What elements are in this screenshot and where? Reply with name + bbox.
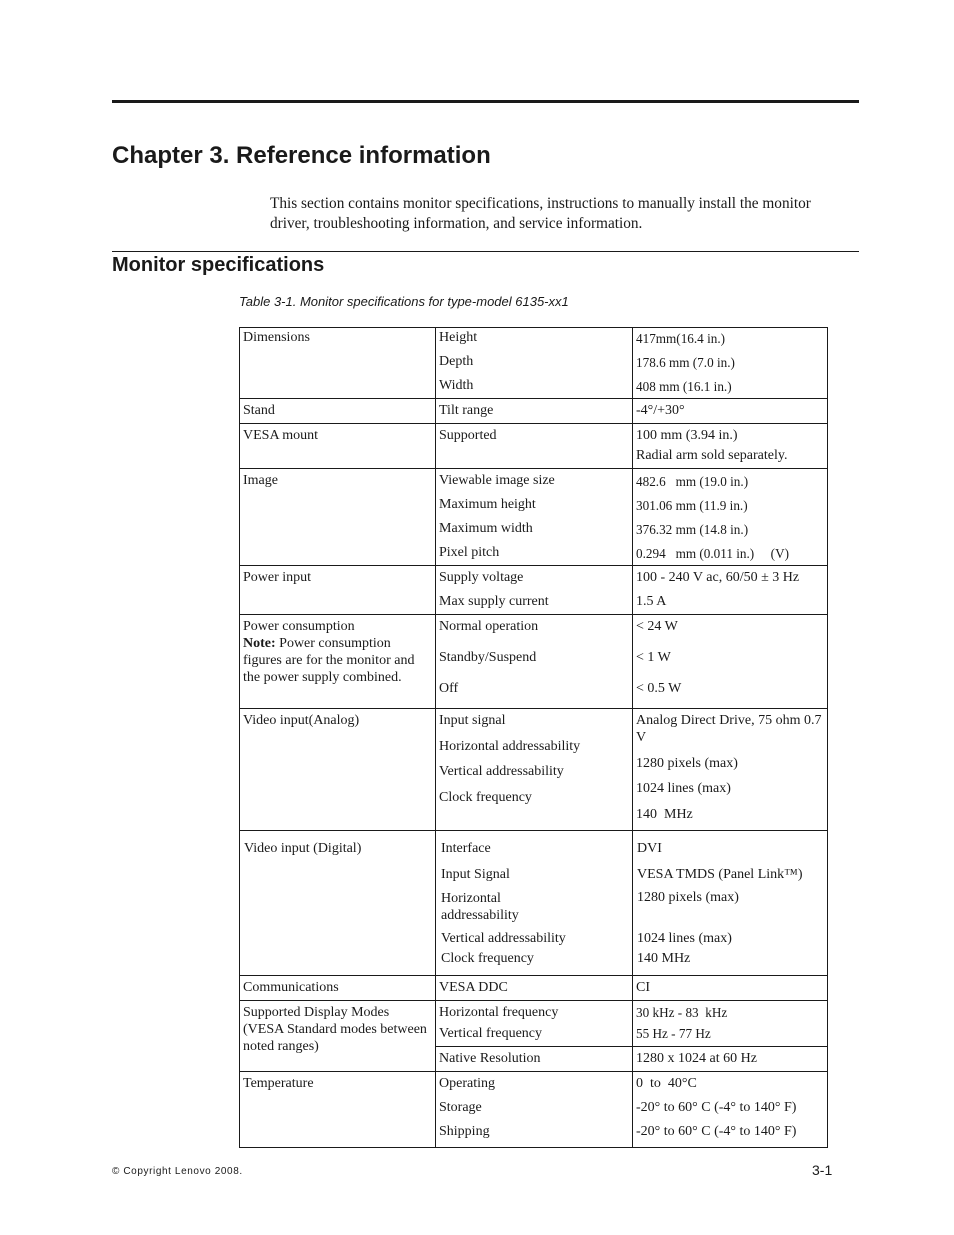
- spec-value: 482.6 mm (19.0 in.): [636, 474, 749, 489]
- spec-value: 0.294 mm (0.011 in.) (V): [636, 546, 789, 561]
- spec-value: 0 to 40°C: [636, 1076, 697, 1091]
- spec-value: 408 mm (16.1 in.): [636, 379, 732, 394]
- spec-value: 1024 lines (max): [637, 931, 732, 946]
- spec-item: Horizontal frequency: [439, 1005, 559, 1020]
- spec-table: [239, 327, 828, 1148]
- section-title: Monitor specifications: [112, 254, 325, 276]
- spec-item: Input signal: [439, 713, 506, 728]
- spec-item: Interface: [441, 841, 491, 856]
- row-label: Stand: [243, 403, 275, 418]
- spec-item: Maximum width: [439, 521, 533, 536]
- spec-value: VESA TMDS (Panel Link™): [637, 867, 803, 882]
- spec-item: Max supply current: [439, 594, 549, 609]
- spec-value: 417mm(16.4 in.): [636, 331, 726, 346]
- row-label: Dimensions: [243, 330, 310, 345]
- spec-item: Off: [439, 681, 459, 696]
- table-row: [240, 831, 828, 976]
- spec-item: Width: [439, 378, 474, 393]
- table-row: [240, 615, 828, 709]
- spec-item: Height: [439, 330, 478, 345]
- intro-paragraph: This section contains monitor specifications, instructions to manually install the monitor driver, troubleshooting information, and service information.: [270, 195, 811, 232]
- spec-value: 140 MHz: [636, 807, 693, 822]
- table-row: [240, 1072, 828, 1148]
- spec-value: < 1 W: [636, 650, 671, 665]
- spec-item: Supply voltage: [439, 570, 524, 585]
- spec-item: Standby/Suspend: [439, 650, 537, 665]
- spec-item: Viewable image size: [439, 473, 555, 488]
- spec-item: Shipping: [439, 1124, 490, 1139]
- spec-value: 1280 x 1024 at 60 Hz: [636, 1051, 757, 1066]
- table-caption: Table 3-1. Monitor specifications for type-model 6135-xx1: [239, 294, 569, 309]
- table-row: [240, 328, 828, 399]
- spec-value: 1280 pixels (max): [636, 756, 738, 771]
- spec-value: 1.5 A: [636, 594, 667, 609]
- page-number: 3-1: [812, 1162, 833, 1178]
- spec-value: < 0.5 W: [636, 681, 682, 696]
- row-label: VESA mount: [243, 428, 319, 443]
- chapter-rule: [112, 100, 859, 103]
- spec-item: Storage: [439, 1100, 482, 1115]
- spec-item: Vertical frequency: [439, 1026, 542, 1041]
- spec-value: 140 MHz: [637, 951, 691, 966]
- spec-value: -20° to 60° C (-4° to 140° F): [636, 1124, 797, 1139]
- spec-item: Normal operation: [439, 619, 539, 634]
- row-label: Video input (Digital): [244, 841, 362, 856]
- spec-value: 178.6 mm (7.0 in.): [636, 355, 735, 370]
- spec-item: Horizontal addressability: [441, 891, 519, 923]
- section-rule: [112, 251, 859, 252]
- spec-value: -20° to 60° C (-4° to 140° F): [636, 1100, 797, 1115]
- table-row: [240, 709, 828, 831]
- spec-item: Native Resolution: [439, 1051, 541, 1066]
- spec-item: Clock frequency: [439, 790, 532, 805]
- note-text: Power consumption figures are for the monitor and the power supply combined.: [243, 636, 415, 685]
- spec-value: 1024 lines (max): [636, 781, 731, 796]
- spec-item: Clock frequency: [441, 951, 534, 966]
- row-label: Image: [243, 473, 278, 488]
- spec-value: < 24 W: [636, 619, 678, 634]
- spec-value: 301.06 mm (11.9 in.): [636, 498, 748, 513]
- spec-item: Horizontal addressability: [439, 739, 581, 754]
- spec-value: -4°/+30°: [636, 403, 685, 418]
- spec-item: Pixel pitch: [439, 545, 500, 560]
- spec-value: Analog Direct Drive, 75 ohm 0.7 V: [636, 713, 822, 745]
- spec-item: Vertical addressability: [441, 931, 566, 946]
- row-label: Temperature: [243, 1076, 314, 1091]
- chapter-title: Chapter 3. Reference information: [112, 142, 491, 169]
- table-row: [240, 566, 828, 615]
- table-row: [240, 469, 828, 566]
- spec-value: 100 mm (3.94 in.): [636, 428, 738, 443]
- row-label: Supported Display Modes (VESA Standard modes between noted ranges): [243, 1005, 427, 1054]
- row-label: Power consumption: [243, 619, 355, 634]
- note-label: Note:: [243, 636, 276, 651]
- spec-item: VESA DDC: [439, 980, 508, 995]
- copyright-footer: © Copyright Lenovo 2008.: [112, 1166, 243, 1177]
- spec-value: 100 - 240 V ac, 60/50 ± 3 Hz: [636, 570, 800, 585]
- spec-value: 55 Hz - 77 Hz: [636, 1026, 711, 1041]
- spec-value: 1280 pixels (max): [637, 890, 739, 905]
- table-row: [240, 424, 828, 469]
- spec-item: Tilt range: [439, 403, 494, 418]
- table-row: [240, 399, 828, 424]
- spec-item: Supported: [439, 428, 497, 443]
- spec-value: DVI: [637, 841, 662, 856]
- spec-item: Input Signal: [441, 867, 510, 882]
- row-label: Communications: [243, 980, 339, 995]
- spec-item: Vertical addressability: [439, 764, 564, 779]
- table-row: [240, 976, 828, 1001]
- spec-value: 30 kHz - 83 kHz: [636, 1005, 728, 1020]
- spec-value: Radial arm sold separately.: [636, 448, 788, 463]
- spec-item: Operating: [439, 1076, 495, 1091]
- spec-value: CI: [636, 980, 650, 995]
- spec-value: 376.32 mm (14.8 in.): [636, 522, 749, 537]
- spec-item: Maximum height: [439, 497, 536, 512]
- spec-item: Depth: [439, 354, 474, 369]
- row-label: Video input(Analog): [243, 713, 360, 728]
- table-row: [240, 1001, 828, 1047]
- row-label: Power input: [243, 570, 312, 585]
